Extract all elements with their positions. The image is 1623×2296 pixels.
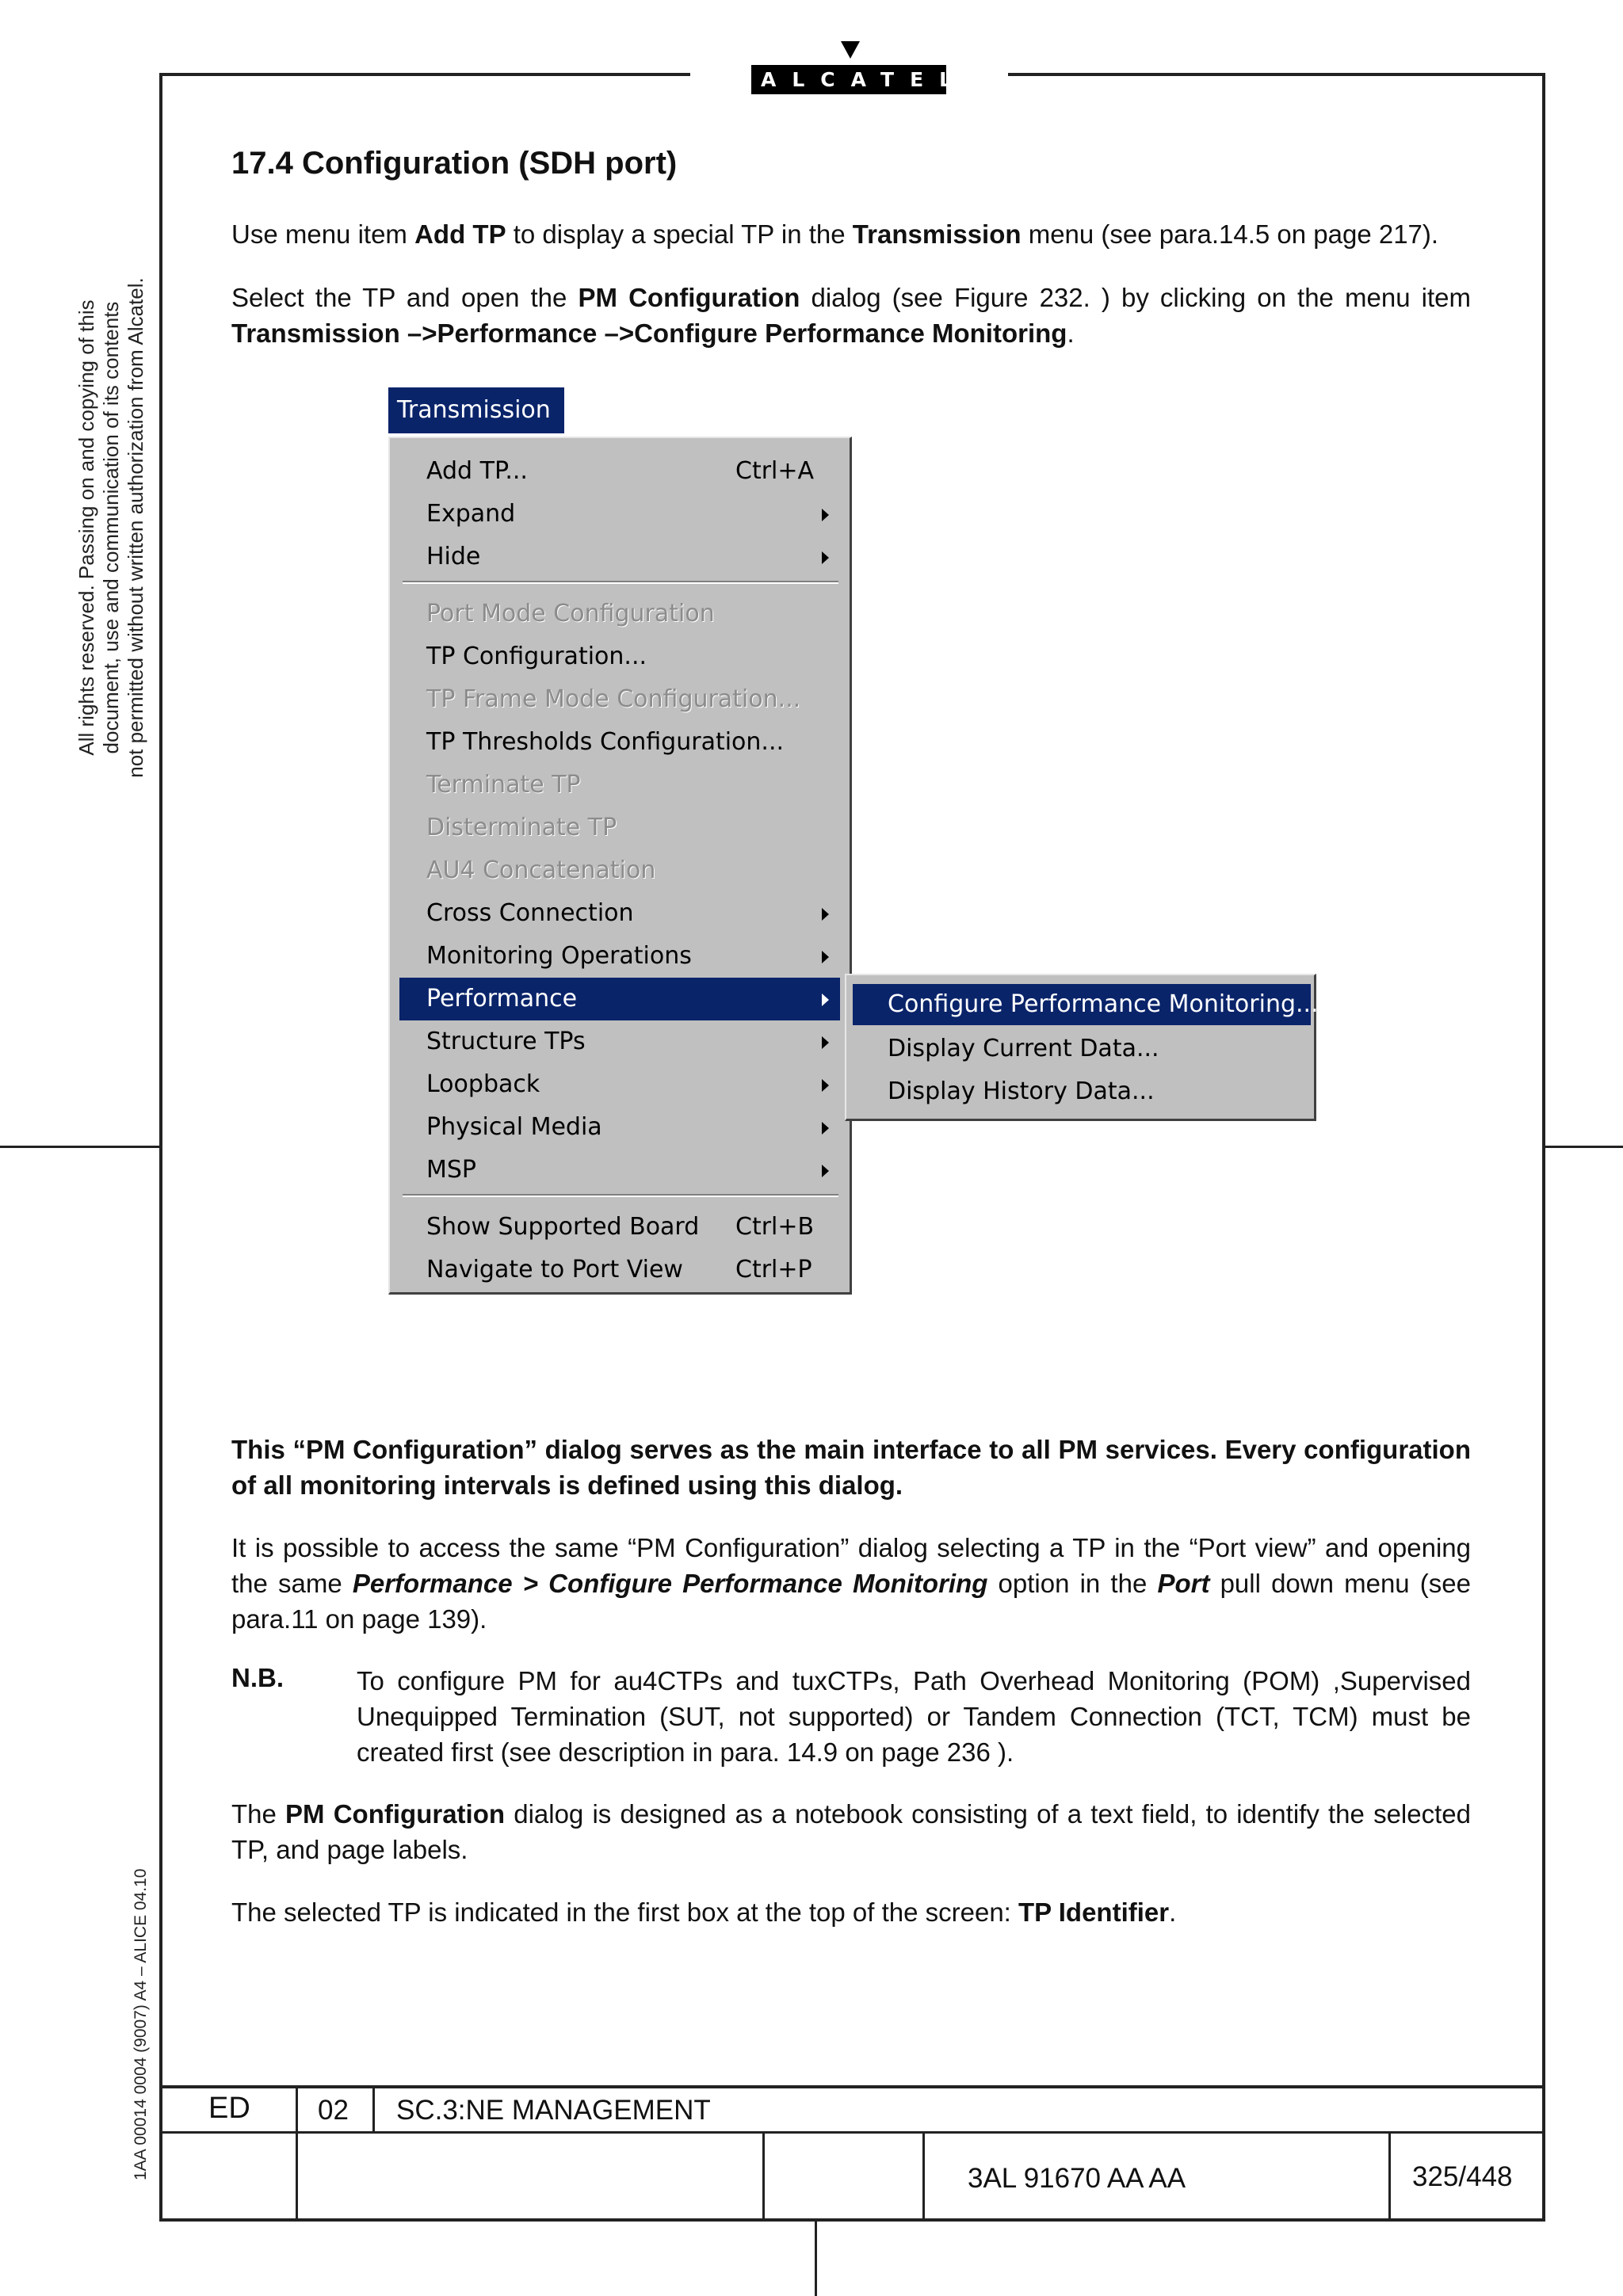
menu-item-tp-thresholds-configuration[interactable]	[399, 721, 840, 764]
submenu-item-label: Display Current Data...	[888, 1035, 1159, 1062]
performance-submenu	[845, 974, 1319, 1121]
text: Use menu item	[231, 219, 415, 249]
footer-ed-label: ED	[208, 2092, 250, 2125]
bold-italic-text: Port	[1157, 1569, 1210, 1598]
paragraph-port-view	[231, 1530, 1471, 1637]
menu-item-loopback[interactable]	[399, 1063, 840, 1106]
menu-item-monitoring-operations[interactable]	[399, 935, 840, 978]
text: .	[1067, 318, 1075, 348]
menu-item-navigate-to-port-view[interactable]	[399, 1249, 840, 1291]
menu-item-label: TP Frame Mode Configuration...	[426, 685, 801, 713]
text: to display a special TP in the	[506, 219, 853, 249]
text: Select the TP and open the	[231, 283, 579, 312]
menu-item-tp-frame-mode-configuration[interactable]	[399, 678, 840, 721]
submenu-item-display-current-data[interactable]	[853, 1028, 1311, 1070]
menu-item-structure-tps[interactable]	[399, 1020, 840, 1063]
menu-item-label: Loopback	[426, 1070, 540, 1098]
text: .	[1169, 1897, 1177, 1927]
copyright-line-2: document, use and communication of its contents	[99, 301, 123, 754]
menu-item-label: Show Supported Board	[426, 1213, 700, 1241]
submenu-arrow-icon	[822, 1122, 829, 1135]
bold-text: Transmission	[852, 219, 1022, 249]
text: dialog (see Figure 232. ) by clicking on the menu item	[800, 283, 1471, 312]
logo-triangle-icon	[841, 41, 860, 59]
paragraph-add-tp	[231, 216, 1471, 252]
submenu-arrow-icon	[822, 551, 829, 564]
menu-item-physical-media[interactable]	[399, 1106, 840, 1149]
text: menu (see para.14.5 on page 217).	[1021, 219, 1439, 249]
menu-item-label: Cross Connection	[426, 899, 634, 927]
bold-italic-text: Performance > Configure Performance Monitoring	[352, 1569, 988, 1598]
footer-line-top	[159, 2085, 1545, 2088]
nb-note: To configure PM for au4CTPs and tuxCTPs, Path Overhead Monitoring (POM) ,Supervised Unequipped Termination (SUT, not supported) or Tandem Connection (TCT, TCM) must be created first (see description in para. 14.9 on page 236 ).	[357, 1666, 1471, 1767]
menu-item-cross-connection[interactable]	[399, 892, 840, 935]
footer-divider	[296, 2085, 298, 2222]
submenu-arrow-icon	[822, 951, 829, 963]
paragraph-tp-identifier	[231, 1894, 1471, 1930]
menu-item-shortcut: Ctrl+P	[735, 1256, 812, 1283]
menu-separator	[403, 581, 838, 584]
bold-text: PM Configuration	[578, 283, 800, 312]
nb-label: N.B.	[231, 1663, 284, 1692]
submenu-arrow-icon	[822, 1036, 829, 1049]
menu-title-transmission[interactable]: Transmission	[388, 387, 564, 433]
menu-item-label: Hide	[426, 543, 481, 570]
menu-item-expand[interactable]	[399, 493, 840, 536]
menu-item-label: Disterminate TP	[426, 814, 617, 841]
copyright-notice	[74, 250, 148, 805]
menu-item-disterminate-tp[interactable]	[399, 807, 840, 849]
frame-top-left	[159, 73, 690, 76]
submenu-arrow-icon	[822, 1165, 829, 1177]
submenu-item-label: Configure Performance Monitoring...	[888, 990, 1319, 1018]
menu-item-performance[interactable]	[399, 978, 840, 1020]
menu-item-label: Navigate to Port View	[426, 1256, 683, 1283]
menu-item-label: Terminate TP	[426, 771, 581, 799]
menu-separator	[403, 1194, 838, 1197]
menu-item-hide[interactable]	[399, 536, 840, 578]
menu-item-msp[interactable]	[399, 1149, 840, 1192]
menu-item-add-tp[interactable]	[399, 450, 840, 493]
submenu-item-display-history-data[interactable]	[853, 1071, 1311, 1112]
menu-item-port-mode-configuration[interactable]	[399, 593, 840, 635]
menu-item-label: Physical Media	[426, 1113, 602, 1141]
alcatel-logo: ALCATEL	[751, 65, 946, 94]
submenu-arrow-icon	[822, 994, 829, 1006]
text: pull down menu (see para.11 on page 139).	[231, 1569, 1471, 1634]
text: option in the	[987, 1569, 1158, 1598]
footer-divider	[372, 2085, 375, 2133]
submenu-item-configure-performance-monitoring[interactable]	[853, 984, 1319, 1025]
menu-item-label: Add TP...	[426, 457, 528, 485]
menu-item-terminate-tp[interactable]	[399, 764, 840, 807]
bold-text: Transmission –>Performance –>Configure Performance Monitoring	[231, 318, 1067, 348]
margin-mark-left	[0, 1146, 159, 1148]
menu-item-label: Expand	[426, 500, 516, 528]
text: It is possible to access the same “PM Configuration” dialog selecting a TP in the “Port view” and opening the same	[231, 1533, 1471, 1598]
text: dialog is designed as a notebook consisting of a text field, to identify the selected TP, and page labels.	[231, 1799, 1471, 1864]
submenu-arrow-icon	[822, 908, 829, 921]
frame-top-right	[1008, 73, 1545, 76]
footer-divider	[1388, 2131, 1391, 2222]
text: The	[231, 1799, 286, 1829]
copyright-line-3: not permitted without written authorization from Alcatel.	[124, 277, 147, 778]
footer-page-number: 325/448	[1412, 2161, 1513, 2192]
menu-item-label: MSP	[426, 1156, 477, 1184]
bold-text: PM Configuration	[285, 1799, 506, 1829]
form-code: 1AA 00014 0004 (9007) A4 – ALICE 04.10	[132, 1868, 150, 2180]
submenu-arrow-icon	[822, 509, 829, 521]
bold-text: TP Identifier	[1018, 1897, 1170, 1927]
footer-section-name: SC.3:NE MANAGEMENT	[396, 2095, 711, 2126]
footer-doc-code: 3AL 91670 AA AA	[968, 2163, 1186, 2194]
footer-line-mid	[159, 2131, 1545, 2134]
submenu-item-label: Display History Data...	[888, 1077, 1155, 1105]
text: The selected TP is indicated in the first box at the top of the screen:	[231, 1897, 1019, 1927]
menu-item-shortcut: Ctrl+A	[735, 457, 815, 485]
menu-item-label: Performance	[426, 985, 578, 1013]
menu-item-label: AU4 Concatenation	[426, 856, 656, 884]
footer-divider	[922, 2131, 925, 2222]
paragraph-pm-dialog-intro: This “PM Configuration” dialog serves as the main interface to all PM services. Every configuration of all monitoring intervals is defined using this dialog.	[231, 1435, 1471, 1500]
menu-item-show-supported-board[interactable]	[399, 1206, 840, 1249]
menu-item-label: Structure TPs	[426, 1028, 586, 1055]
menu-item-label: Port Mode Configuration	[426, 600, 715, 627]
section-title: 17.4 Configuration (SDH port)	[231, 146, 678, 181]
menu-item-label: TP Configuration...	[426, 643, 647, 670]
margin-mark-right	[1545, 1146, 1623, 1148]
menu-item-label: Monitoring Operations	[426, 942, 692, 970]
menu-item-au4-concatenation[interactable]	[399, 849, 840, 892]
footer-line-bottom	[159, 2218, 1545, 2222]
footer-tail-line	[815, 2222, 817, 2296]
paragraph-notebook	[231, 1796, 1471, 1867]
transmission-menu	[388, 437, 852, 1295]
footer-ed-value: 02	[318, 2095, 349, 2126]
footer-divider	[762, 2131, 765, 2222]
submenu-arrow-icon	[822, 1079, 829, 1092]
menu-item-tp-configuration[interactable]	[399, 635, 840, 678]
frame-left	[159, 73, 162, 2222]
menu-item-label: TP Thresholds Configuration...	[426, 728, 785, 756]
bold-text: Add TP	[414, 219, 506, 249]
paragraph-select-tp	[231, 280, 1471, 351]
copyright-line-1: All rights reserved. Passing on and copying of this	[74, 299, 98, 756]
menu-item-shortcut: Ctrl+B	[735, 1213, 815, 1241]
